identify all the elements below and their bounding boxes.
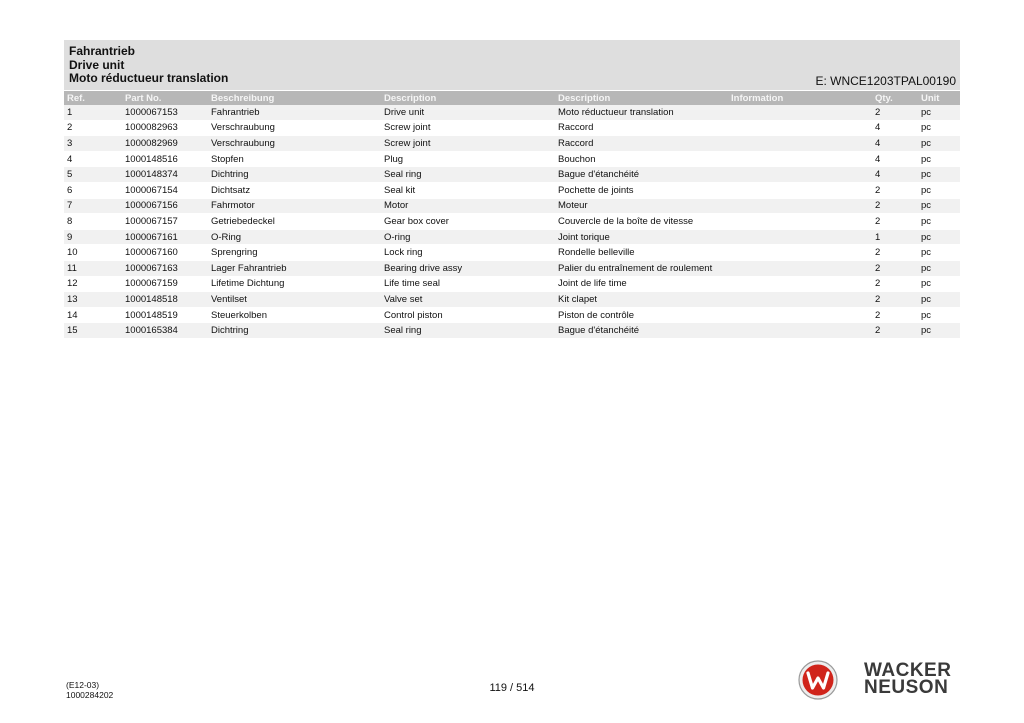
column-header-description-fr: Description: [555, 91, 728, 105]
column-header-qty: Qty.: [872, 91, 918, 105]
cell-beschreibung: Ventilset: [208, 292, 381, 308]
cell-qty: 2: [872, 292, 918, 308]
page-number: 119 / 514: [489, 682, 535, 694]
section-header: [64, 40, 960, 90]
cell-part-no: 1000067159: [122, 276, 208, 292]
cell-unit: pc: [918, 167, 960, 183]
cell-description-fr: Joint torique: [555, 229, 728, 245]
document-code: E: WNCE1203TPAL00190: [815, 74, 956, 88]
cell-part-no: 1000148374: [122, 167, 208, 183]
column-header-part-no: Part No.: [122, 91, 208, 105]
cell-unit: pc: [918, 105, 960, 120]
wacker-neuson-w-logo-icon: [798, 660, 838, 700]
cell-description-fr: Bague d'étanchéité: [555, 167, 728, 183]
cell-information: [728, 120, 872, 136]
cell-information: [728, 292, 872, 308]
cell-unit: pc: [918, 260, 960, 276]
cell-beschreibung: Getriebedeckel: [208, 214, 381, 230]
cell-qty: 1: [872, 229, 918, 245]
cell-description-en: Bearing drive assy: [381, 260, 555, 276]
cell-unit: pc: [918, 323, 960, 339]
table-row: [64, 245, 960, 261]
cell-unit: pc: [918, 136, 960, 152]
cell-beschreibung: O-Ring: [208, 229, 381, 245]
cell-ref: 2: [64, 120, 122, 136]
table-row: [64, 260, 960, 276]
cell-description-en: Gear box cover: [381, 214, 555, 230]
column-header-description-en: Description: [381, 91, 555, 105]
cell-beschreibung: Verschraubung: [208, 136, 381, 152]
cell-ref: 12: [64, 276, 122, 292]
cell-beschreibung: Verschraubung: [208, 120, 381, 136]
table-row: [64, 292, 960, 308]
cell-part-no: 1000067161: [122, 229, 208, 245]
table-row: [64, 182, 960, 198]
cell-part-no: 1000148518: [122, 292, 208, 308]
cell-description-en: O-ring: [381, 229, 555, 245]
cell-description-en: Seal ring: [381, 323, 555, 339]
cell-ref: 4: [64, 151, 122, 167]
title-french: Moto réductueur translation: [69, 71, 229, 85]
cell-beschreibung: Fahrantrieb: [208, 105, 381, 120]
table-row: [64, 120, 960, 136]
cell-information: [728, 198, 872, 214]
cell-information: [728, 167, 872, 183]
cell-unit: pc: [918, 151, 960, 167]
cell-description-en: Life time seal: [381, 276, 555, 292]
cell-qty: 4: [872, 151, 918, 167]
cell-description-fr: Moto réductueur translation: [555, 105, 728, 120]
cell-unit: pc: [918, 245, 960, 261]
cell-information: [728, 260, 872, 276]
cell-qty: 2: [872, 323, 918, 339]
cell-information: [728, 182, 872, 198]
brand-line-2: NEUSON: [864, 677, 949, 698]
cell-description-en: Seal kit: [381, 182, 555, 198]
cell-ref: 5: [64, 167, 122, 183]
cell-description-fr: Rondelle belleville: [555, 245, 728, 261]
cell-ref: 9: [64, 229, 122, 245]
cell-ref: 1: [64, 105, 122, 120]
table-row: [64, 214, 960, 230]
cell-description-fr: Raccord: [555, 120, 728, 136]
cell-information: [728, 323, 872, 339]
cell-qty: 2: [872, 182, 918, 198]
title-english: Drive unit: [69, 58, 125, 72]
cell-information: [728, 276, 872, 292]
cell-description-fr: Moteur: [555, 198, 728, 214]
table-header-row: [64, 91, 960, 105]
cell-part-no: 1000067163: [122, 260, 208, 276]
cell-part-no: 1000067157: [122, 214, 208, 230]
cell-unit: pc: [918, 229, 960, 245]
cell-information: [728, 136, 872, 152]
cell-qty: 2: [872, 307, 918, 323]
cell-part-no: 1000165384: [122, 323, 208, 339]
cell-qty: 4: [872, 136, 918, 152]
cell-description-fr: Kit clapet: [555, 292, 728, 308]
cell-ref: 7: [64, 198, 122, 214]
cell-description-en: Control piston: [381, 307, 555, 323]
brand-logo-text: [864, 662, 964, 696]
cell-beschreibung: Steuerkolben: [208, 307, 381, 323]
table-row: [64, 151, 960, 167]
cell-ref: 10: [64, 245, 122, 261]
column-header-unit: Unit: [918, 91, 960, 105]
cell-qty: 2: [872, 198, 918, 214]
cell-qty: 2: [872, 214, 918, 230]
title-german: Fahrantrieb: [69, 44, 136, 58]
cell-part-no: 1000067160: [122, 245, 208, 261]
cell-part-no: 1000067156: [122, 198, 208, 214]
table-row: [64, 276, 960, 292]
table-row: [64, 323, 960, 339]
cell-qty: 2: [872, 260, 918, 276]
brand-line-1: WACKER: [864, 660, 952, 681]
cell-description-fr: Joint de life time: [555, 276, 728, 292]
cell-beschreibung: Lifetime Dichtung: [208, 276, 381, 292]
cell-part-no: 1000067154: [122, 182, 208, 198]
table-row: [64, 167, 960, 183]
cell-unit: pc: [918, 120, 960, 136]
cell-unit: pc: [918, 307, 960, 323]
cell-description-en: Valve set: [381, 292, 555, 308]
cell-qty: 4: [872, 120, 918, 136]
cell-ref: 11: [64, 260, 122, 276]
cell-unit: pc: [918, 292, 960, 308]
cell-beschreibung: Lager Fahrantrieb: [208, 260, 381, 276]
cell-information: [728, 151, 872, 167]
cell-part-no: 1000148519: [122, 307, 208, 323]
cell-beschreibung: Sprengring: [208, 245, 381, 261]
cell-unit: pc: [918, 198, 960, 214]
cell-description-en: Lock ring: [381, 245, 555, 261]
cell-description-en: Plug: [381, 151, 555, 167]
table-row: [64, 198, 960, 214]
cell-information: [728, 229, 872, 245]
cell-beschreibung: Fahrmotor: [208, 198, 381, 214]
column-header-information: Information: [728, 91, 872, 105]
cell-beschreibung: Dichtring: [208, 323, 381, 339]
cell-description-fr: Pochette de joints: [555, 182, 728, 198]
parts-table-body: [64, 105, 960, 338]
edition-code: (E12-03): [66, 680, 100, 690]
cell-information: [728, 214, 872, 230]
column-header-beschreibung: Beschreibung: [208, 91, 381, 105]
cell-part-no: 1000082963: [122, 120, 208, 136]
cell-part-no: 1000082969: [122, 136, 208, 152]
cell-qty: 2: [872, 276, 918, 292]
cell-beschreibung: Dichtsatz: [208, 182, 381, 198]
cell-beschreibung: Stopfen: [208, 151, 381, 167]
cell-description-en: Drive unit: [381, 105, 555, 120]
cell-qty: 2: [872, 245, 918, 261]
parts-table: [64, 91, 960, 339]
cell-qty: 2: [872, 105, 918, 120]
cell-description-en: Motor: [381, 198, 555, 214]
cell-description-en: Screw joint: [381, 136, 555, 152]
cell-unit: pc: [918, 214, 960, 230]
cell-information: [728, 245, 872, 261]
footer-doc-info: [66, 680, 113, 700]
cell-description-en: Screw joint: [381, 120, 555, 136]
table-row: [64, 105, 960, 120]
table-row: [64, 307, 960, 323]
column-header-ref: Ref.: [64, 91, 122, 105]
cell-ref: 3: [64, 136, 122, 152]
cell-description-fr: Piston de contrôle: [555, 307, 728, 323]
cell-qty: 4: [872, 167, 918, 183]
table-row: [64, 136, 960, 152]
cell-description-fr: Bouchon: [555, 151, 728, 167]
table-row: [64, 229, 960, 245]
document-number: 1000284202: [66, 690, 114, 700]
cell-ref: 14: [64, 307, 122, 323]
cell-description-fr: Bague d'étanchéité: [555, 323, 728, 339]
cell-unit: pc: [918, 276, 960, 292]
cell-unit: pc: [918, 182, 960, 198]
cell-description-en: Seal ring: [381, 167, 555, 183]
cell-information: [728, 105, 872, 120]
cell-description-fr: Raccord: [555, 136, 728, 152]
cell-part-no: 1000067153: [122, 105, 208, 120]
cell-description-fr: Couvercle de la boîte de vitesse: [555, 214, 728, 230]
cell-beschreibung: Dichtring: [208, 167, 381, 183]
cell-part-no: 1000148516: [122, 151, 208, 167]
cell-ref: 15: [64, 323, 122, 339]
cell-ref: 13: [64, 292, 122, 308]
cell-information: [728, 307, 872, 323]
cell-ref: 6: [64, 182, 122, 198]
cell-ref: 8: [64, 214, 122, 230]
cell-description-fr: Palier du entraînement de roulement: [555, 260, 728, 276]
